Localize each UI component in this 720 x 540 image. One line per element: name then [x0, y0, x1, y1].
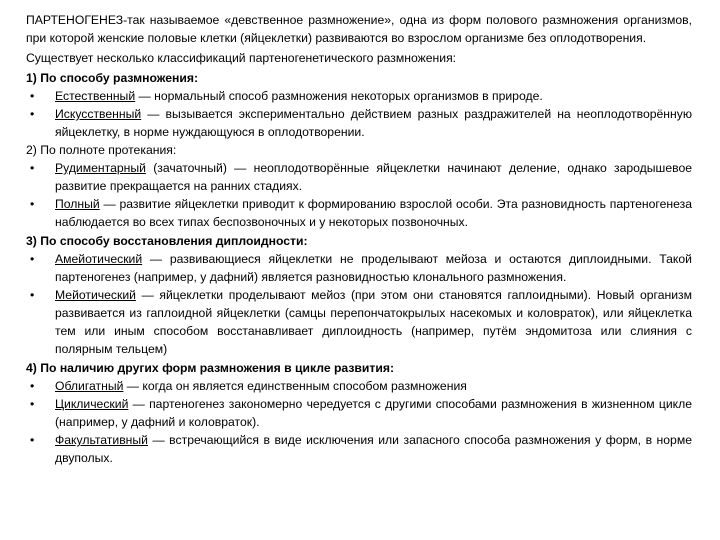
list-item: [26, 87, 692, 105]
intro-text: -так называемое «девственное размножение», одна из форм полового размножения организмов, при которой женские половые клетки (яйцеклетки) развиваются во взрослом организме без оплодотворения.: [26, 13, 692, 45]
section-1: [26, 69, 692, 141]
bullet-icon: •: [30, 197, 35, 211]
item-text: — развивающиеся яйцеклетки не проделывают мейоза и остаются диплоидными. Такой партеногенез (например, у дафний) является разновидностью клонального размножения.: [55, 252, 692, 284]
item-text: — нормальный способ размножения некоторых организмов в природе.: [135, 89, 543, 103]
section-2: [26, 141, 692, 231]
section-number: 1): [26, 71, 37, 85]
bullet-icon: •: [30, 161, 35, 175]
item-term: Амейотический: [55, 252, 143, 266]
item-text: — партеногенез закономерно чередуется с другими способами размножения в жизненном цикле (например, у дафний и коловраток).: [55, 397, 692, 429]
item-text: — когда он является единственным способом размножения: [123, 379, 467, 393]
item-term: Облигатный: [55, 379, 124, 393]
section-heading-text: По наличию других форм размножения в цикле развития:: [40, 361, 395, 375]
section-3: [26, 232, 692, 358]
item-term: Мейотический: [55, 288, 136, 302]
section-heading: [26, 232, 692, 250]
item-term: Циклический: [55, 397, 129, 411]
item-term: Искусственный: [55, 107, 142, 121]
item-text: (зачаточный) — неоплодотворённые яйцеклетки начинают деление, однако зародышевое развитие прекращается на ранних стадиях.: [55, 161, 692, 193]
bullet-icon: •: [30, 89, 35, 103]
section-number: 2): [26, 143, 37, 157]
item-text: — вызывается экспериментально действием разных раздражителей на неоплодотворённую яйцеклетку, в норме нуждающуюся в оплодотворении.: [55, 107, 692, 139]
bullet-icon: •: [30, 397, 35, 411]
list-item: [26, 159, 692, 195]
section-heading-text: По способу размножения:: [40, 71, 199, 85]
section-heading: [26, 359, 692, 377]
bullet-icon: •: [30, 252, 35, 266]
item-text: — развитие яйцеклетки приводит к формированию взрослой особи. Эта разновидность партеногенеза наблюдается во всех типах беспозвоночных и у некоторых позвоночных.: [55, 197, 692, 229]
bullet-icon: •: [30, 379, 35, 393]
section-number: 4): [26, 361, 37, 375]
section-number: 3): [26, 234, 37, 248]
intro-term: ПАРТЕНОГЕНЕЗ: [26, 13, 124, 27]
list-item: [26, 250, 692, 286]
item-term: Полный: [55, 197, 100, 211]
item-text: — встречающийся в виде исключения или запасного способа размножения у форм, в норме двуполых.: [55, 433, 692, 465]
section-heading: [26, 69, 692, 87]
intro-paragraph: [26, 11, 692, 47]
section-4: [26, 359, 692, 467]
section-heading-text: По способу восстановления диплоидности:: [40, 234, 308, 248]
section-heading: [26, 141, 692, 159]
list-item: [26, 286, 692, 358]
bullet-icon: •: [30, 288, 35, 302]
item-term: Рудиментарный: [55, 161, 146, 175]
item-term: Факультативный: [55, 433, 148, 447]
list-item: [26, 431, 692, 467]
bullet-icon: •: [30, 433, 35, 447]
list-item: [26, 195, 692, 231]
section-heading-text: По полноте протекания:: [40, 143, 177, 157]
bullet-icon: •: [30, 107, 35, 121]
list-item: [26, 377, 692, 395]
item-text: — яйцеклетки проделывают мейоз (при этом они становятся гаплоидными). Новый организм развивается из гаплоидной яйцеклетки (самцы перепончатокрылых насекомых и коловраток), или яйцеклетка тем или иным способом восстанавливает диплоидность (например, путём эндомитоза или слияния с полярным тельцем): [55, 288, 692, 356]
list-item: [26, 395, 692, 431]
classification-intro: Существует несколько классификаций партеногенетического размножения:: [26, 51, 457, 65]
list-item: [26, 105, 692, 141]
item-term: Естественный: [55, 89, 136, 103]
